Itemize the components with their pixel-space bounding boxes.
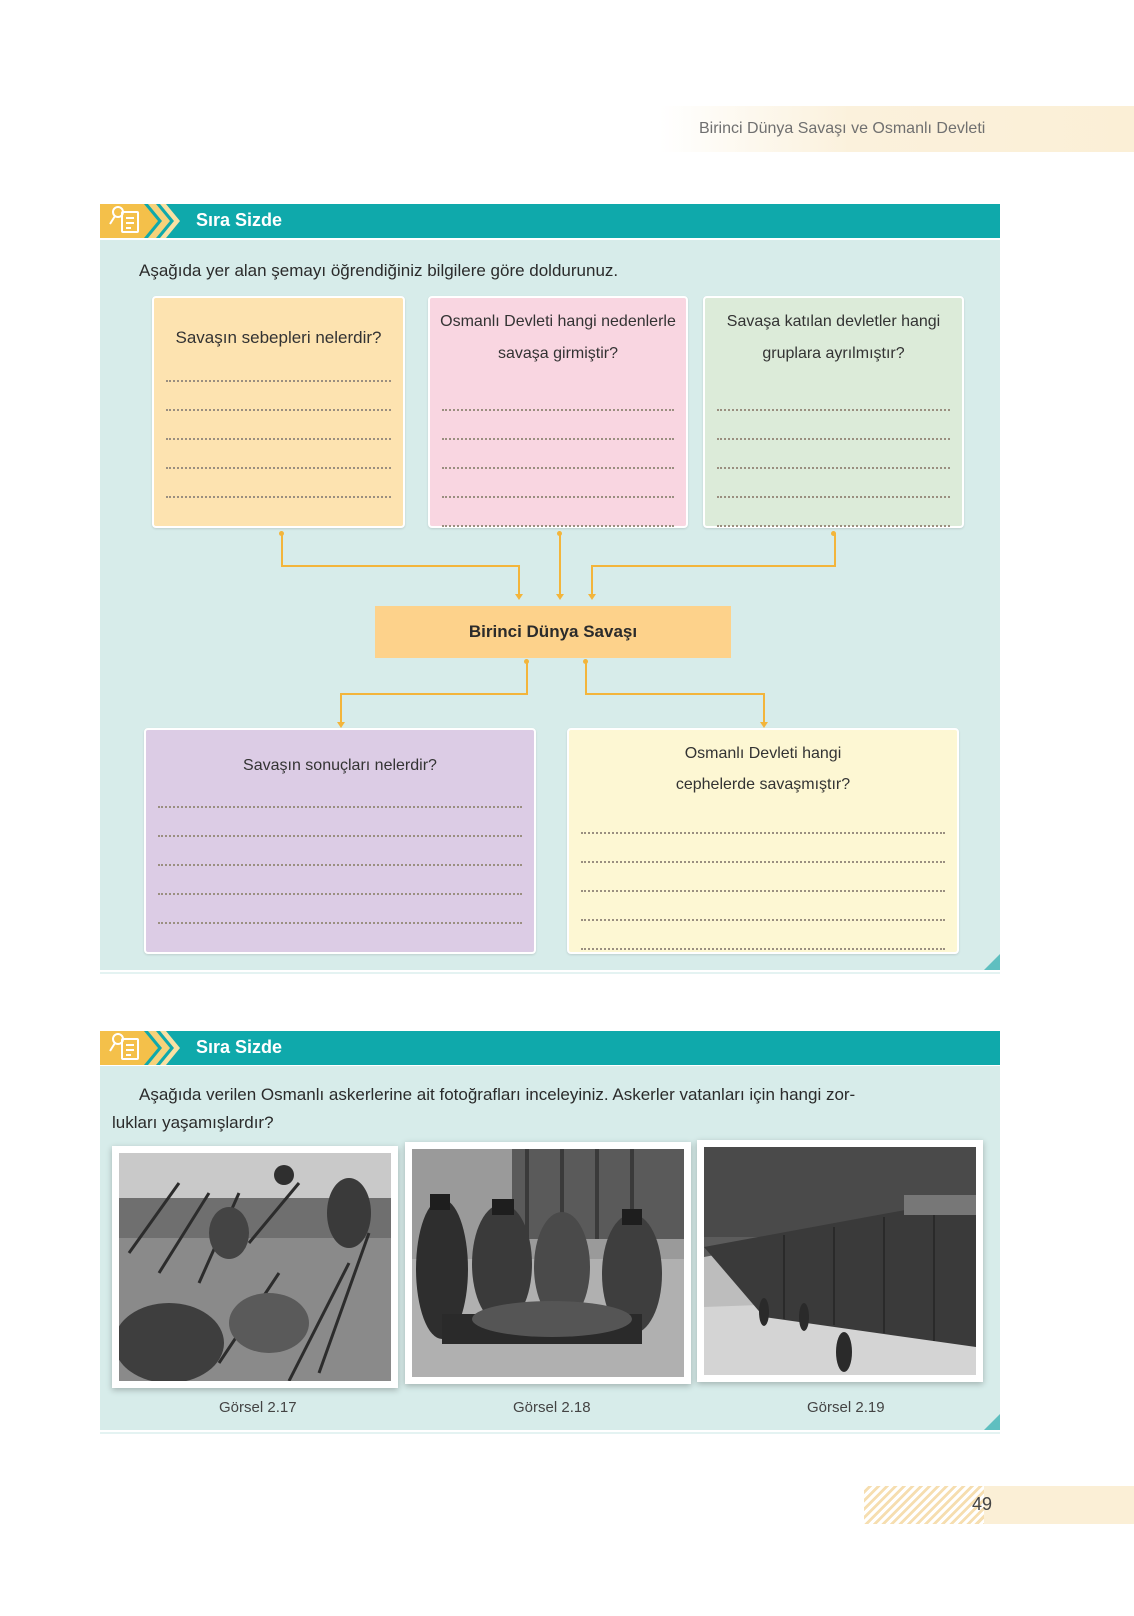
connector-line: [281, 565, 520, 567]
connector-arrow: [556, 594, 564, 600]
fronts-question-line2: cephelerde savaşmıştır?: [675, 776, 851, 793]
photo-soldiers-resting: [112, 1146, 398, 1388]
answer-lines: [581, 805, 945, 950]
connector-line: [585, 661, 587, 695]
panel-underline: [100, 1432, 1000, 1434]
causes-question: Savaşın sebepleri nelerdir?: [175, 328, 382, 347]
page-number: 49: [972, 1494, 993, 1514]
connector-line: [763, 693, 765, 724]
photo-caption: Görsel 2.17: [219, 1399, 297, 1416]
groups-question-line2: gruplara ayrılmıştır?: [762, 345, 905, 362]
groups-box[interactable]: [703, 296, 964, 528]
reasons-box[interactable]: [428, 296, 688, 528]
connector-arrow: [515, 594, 523, 600]
photo-wounded-soldier: [405, 1142, 691, 1384]
instruction-text: Aşağıda yer alan şemayı öğrendiğiniz bilgilere göre doldurunuz.: [139, 261, 619, 280]
section-title: Sıra Sizde: [196, 210, 283, 230]
instruction-text-line1: Aşağıda verilen Osmanlı askerlerine ait fotoğrafları inceleyiniz. Askerler vatanları için hangi zor-: [139, 1085, 856, 1104]
panel-underline: [100, 972, 1000, 974]
chapter-title: Birinci Dünya Savaşı ve Osmanlı Devleti: [699, 120, 986, 137]
instruction-text-line2: lukları yaşamışlardır?: [112, 1113, 274, 1132]
answer-lines: [717, 382, 950, 527]
connector-line: [585, 693, 765, 695]
section-title: Sıra Sizde: [196, 1037, 283, 1057]
connector-line: [834, 533, 836, 567]
panel-corner: [984, 1414, 1000, 1430]
connector-line: [559, 533, 561, 595]
section-bar-1: [100, 204, 1000, 238]
connector-line: [526, 661, 528, 695]
answer-lines: [158, 779, 522, 924]
photo-caption: Görsel 2.18: [513, 1399, 591, 1416]
connector-arrow: [588, 594, 596, 600]
photo-soldiers-train: [697, 1140, 983, 1382]
photo-caption: Görsel 2.19: [807, 1399, 885, 1416]
reasons-question-line1: Osmanlı Devleti hangi nedenlerle: [440, 313, 676, 330]
answer-lines: [166, 353, 391, 498]
activity-icon: [100, 1027, 190, 1069]
fronts-question-line1: Osmanlı Devleti hangi: [684, 745, 842, 762]
connector-line: [340, 693, 528, 695]
central-topic-box: Birinci Dünya Savaşı: [375, 606, 731, 658]
activity-icon: [100, 200, 190, 242]
connector-line: [518, 565, 520, 595]
answer-lines: [442, 382, 674, 527]
connector-line: [340, 693, 342, 724]
groups-question-line1: Savaşa katılan devletler hangi: [726, 313, 941, 330]
connector-line: [591, 565, 836, 567]
results-box[interactable]: [144, 728, 536, 954]
connector-line: [281, 533, 283, 567]
fronts-box[interactable]: [567, 728, 959, 954]
causes-box[interactable]: [152, 296, 405, 528]
page-stripes: [864, 1486, 984, 1524]
connector-line: [591, 565, 593, 595]
panel-corner: [984, 954, 1000, 970]
reasons-question-line2: savaşa girmiştir?: [497, 345, 619, 362]
results-question: Savaşın sonuçları nelerdir?: [243, 757, 437, 774]
section-bar-2: [100, 1031, 1000, 1065]
